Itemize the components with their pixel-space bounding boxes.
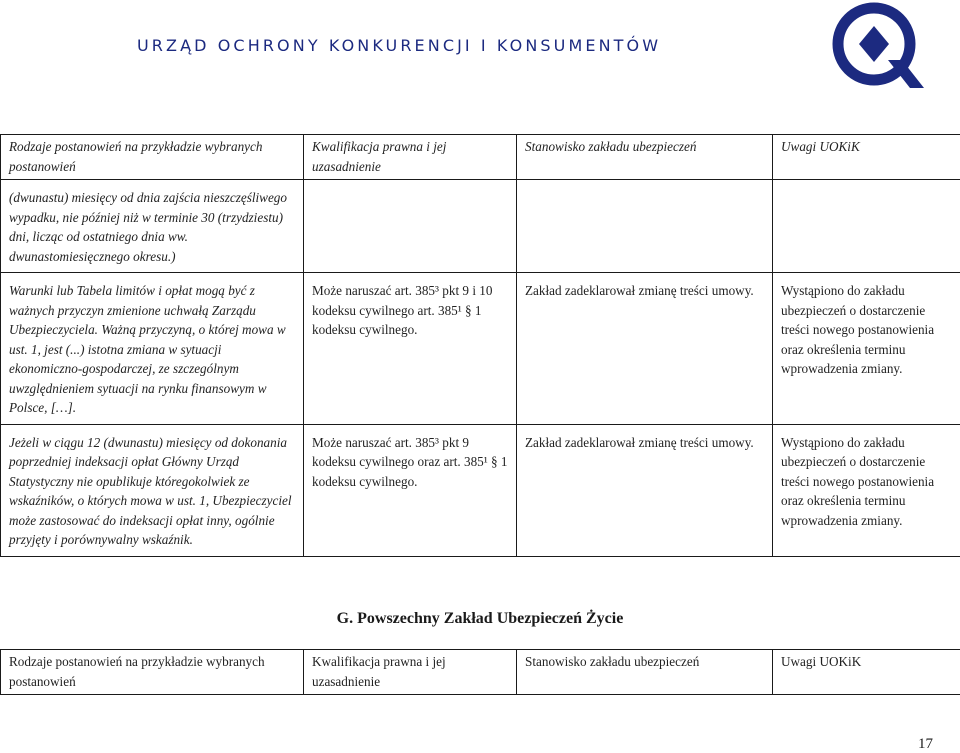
header-cell-position: Stanowisko zakładu ubezpieczeń [517,135,773,180]
remarks-cell: Wystąpiono do zakładu ubezpieczeń o dostarczenie treści nowego postanowienia oraz określenia terminu wprowadzenia zmiany. [773,273,960,425]
header-cell-clause: Rodzaje postanowień na przykładzie wybranych postanowień [1,650,304,695]
clause-cell: (dwunastu) miesięcy od dnia zajścia nieszczęśliwego wypadku, nie później niż w terminie 30 (trzydziestu) dni, licząc od ostatniego dnia ww. dwunastomiesięcznego okresu.) [1,180,304,273]
header-cell-qualification: Kwalifikacja prawna i jej uzasadnienie [304,650,517,695]
pzu-clauses-table [0,649,960,695]
table-header-row [1,135,960,180]
table-header-row [1,650,960,695]
header-cell-clause: Rodzaje postanowień na przykładzie wybranych postanowień [1,135,304,180]
clause-cell: Jeżeli w ciągu 12 (dwunastu) miesięcy od dokonania poprzedniej indeksacji opłat Główny Urząd Statystyczny nie opublikuje któregokolwiek ze wskaźników, o których mowa w ust. 1, Ubezpieczyciel może zastosować do indeksacji opłat inny, ogólnie przyjęty i porównywalny wskaźnik. [1,424,304,556]
qualification-cell: Może naruszać art. 385³ pkt 9 kodeksu cywilnego oraz art. 385¹ § 1 kodeksu cywilnego. [304,424,517,556]
position-cell [517,180,773,273]
header-cell-position: Stanowisko zakładu ubezpieczeń [517,650,773,695]
header-cell-qualification: Kwalifikacja prawna i jej uzasadnienie [304,135,517,180]
header-cell-remarks: Uwagi UOKiK [773,650,960,695]
clause-cell: Warunki lub Tabela limitów i opłat mogą być z ważnych przyczyn zmienione uchwałą Zarządu Ubezpieczyciela. Ważną przyczyną, o której mowa w ust. 1, jest (...) istotna zmiana w sytuacji ekonomiczno-gospodarczej, ze szczególnym uwzględnieniem sytuacji na rynku finansowym w Polsce, […]. [1,273,304,425]
table-row [1,424,960,556]
section-heading: G. Powszechny Zakład Ubezpieczeń Życie [0,610,960,628]
header-cell-remarks: Uwagi UOKiK [773,135,960,180]
remarks-cell: Wystąpiono do zakładu ubezpieczeń o dostarczenie treści nowego postanowienia oraz określenia terminu wprowadzenia zmiany. [773,424,960,556]
header-title: URZĄD OCHRONY KONKURENCJI I KONSUMENTÓW [137,36,661,55]
qualification-cell: Może naruszać art. 385³ pkt 9 i 10 kodeksu cywilnego art. 385¹ § 1 kodeksu cywilnego. [304,273,517,425]
qualification-cell [304,180,517,273]
position-cell: Zakład zadeklarował zmianę treści umowy. [517,273,773,425]
remarks-cell [773,180,960,273]
uokik-logo-icon [826,0,926,92]
clauses-table [0,134,960,557]
table-row [1,180,960,273]
table-row [1,273,960,425]
page-number: 17 [918,736,933,753]
position-cell: Zakład zadeklarował zmianę treści umowy. [517,424,773,556]
